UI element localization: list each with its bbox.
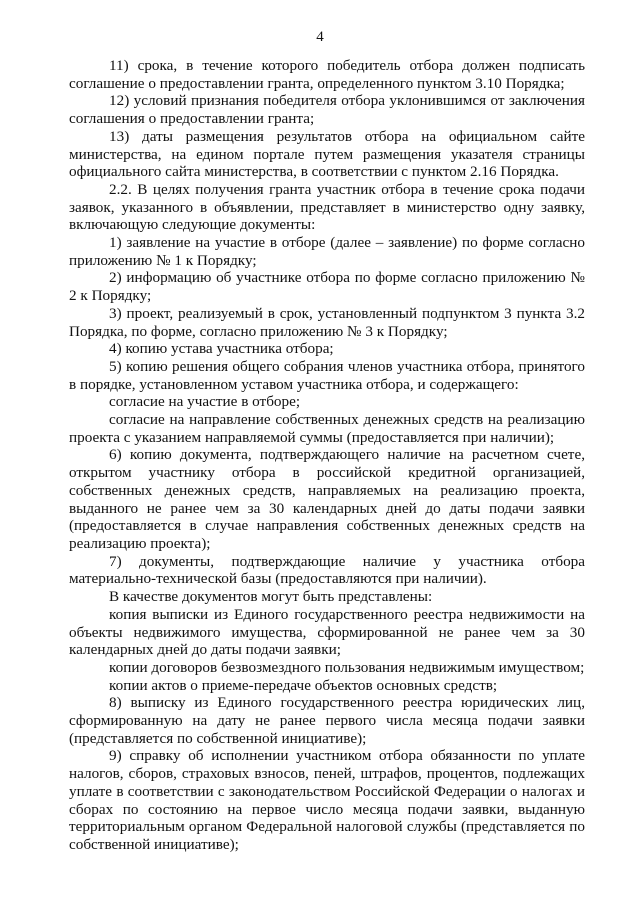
paragraph-doc-7: 7) документы, подтверждающие наличие у участника отбора материально-технической базы (предоставляются при наличии).	[69, 552, 585, 588]
paragraph-doc-2: 2) информацию об участнике отбора по форме согласно приложению № 2 к Порядку;	[69, 269, 585, 305]
paragraph-doc-5: 5) копию решения общего собрания членов участника отбора, принятого в порядке, установленном уставом участника отбора, и содержащего:	[69, 357, 585, 393]
paragraph-transfer-acts: копии актов о приеме-передаче объектов основных средств;	[109, 676, 498, 694]
paragraph-lease-contracts: копии договоров безвозмездного пользования недвижимым имуществом;	[109, 658, 585, 676]
paragraph-doc-8: 8) выписку из Единого государственного реестра юридических лиц, сформированную на дату не ранее первого числа месяца подачи заявки (представляется по собственной инициативе);	[69, 694, 585, 747]
paragraph-doc-1: 1) заявление на участие в отборе (далее – заявление) по форме согласно приложению № 1 к Порядку;	[69, 234, 585, 269]
paragraph-doc-9: 9) справку об исполнении участником отбора обязанности по уплате налогов, сборов, страховых взносов, пеней, штрафов, процентов, подлежащих уплате в соответствии с законодательством Российской Федерации о налогах и сборах по состоянию на первое число месяца подачи заявки, выданную территориальным органом Федеральной налоговой службы (представляется по собственной инициативе);	[69, 747, 585, 853]
paragraph-item-11: 11) срока, в течение которого победитель отбора должен подписать соглашение о предоставлении гранта, определенного пунктом 3.10 Порядка;	[69, 57, 585, 92]
paragraph-section-2-2: 2.2. В целях получения гранта участник отбора в течение срока подачи заявок, указанного в объявлении, представляет в министерство одну заявку, включающую следующие документы:	[69, 180, 585, 234]
page-number: 4	[316, 29, 324, 45]
paragraph-consent-participation: согласие на участие в отборе;	[109, 393, 301, 411]
paragraph-doc-6: 6) копию документа, подтверждающего наличие на расчетном счете, открытом участнику отбора в российской кредитной организацией, собственных денежных средств, направляемых на реализацию проекта, выданного не ранее чем за 30 календарных дней до даты подачи заявки (предоставляется в случае направления собственных денежных средств на реализацию проекта);	[69, 446, 585, 552]
paragraph-registry-extract: копия выписки из Единого государственного реестра недвижимости на объекты недвижимого имущества, сформированной не ранее чем за 30 календарных дней до даты подачи заявки;	[69, 605, 585, 659]
paragraph-documents-intro: В качестве документов могут быть представлены:	[109, 588, 433, 606]
paragraph-item-12: 12) условий признания победителя отбора уклонившимся от заключения соглашения о предоставлении гранта;	[69, 92, 585, 128]
paragraph-consent-funds: согласие на направление собственных денежных средств на реализацию проекта с указанием направляемой суммы (предоставляется при наличии);	[69, 411, 585, 446]
paragraph-item-13: 13) даты размещения результатов отбора на официальном сайте министерства, на едином портале путем размещения указателя страницы официального сайта министерства, в соответствии с пунктом 2.16 Порядка.	[69, 127, 585, 181]
document-body	[69, 57, 585, 854]
paragraph-doc-3: 3) проект, реализуемый в срок, установленный подпунктом 3 пункта 3.2 Порядка, по форме, согласно приложению № 3 к Порядку;	[69, 304, 585, 340]
paragraph-doc-4: 4) копию устава участника отбора;	[109, 340, 334, 358]
